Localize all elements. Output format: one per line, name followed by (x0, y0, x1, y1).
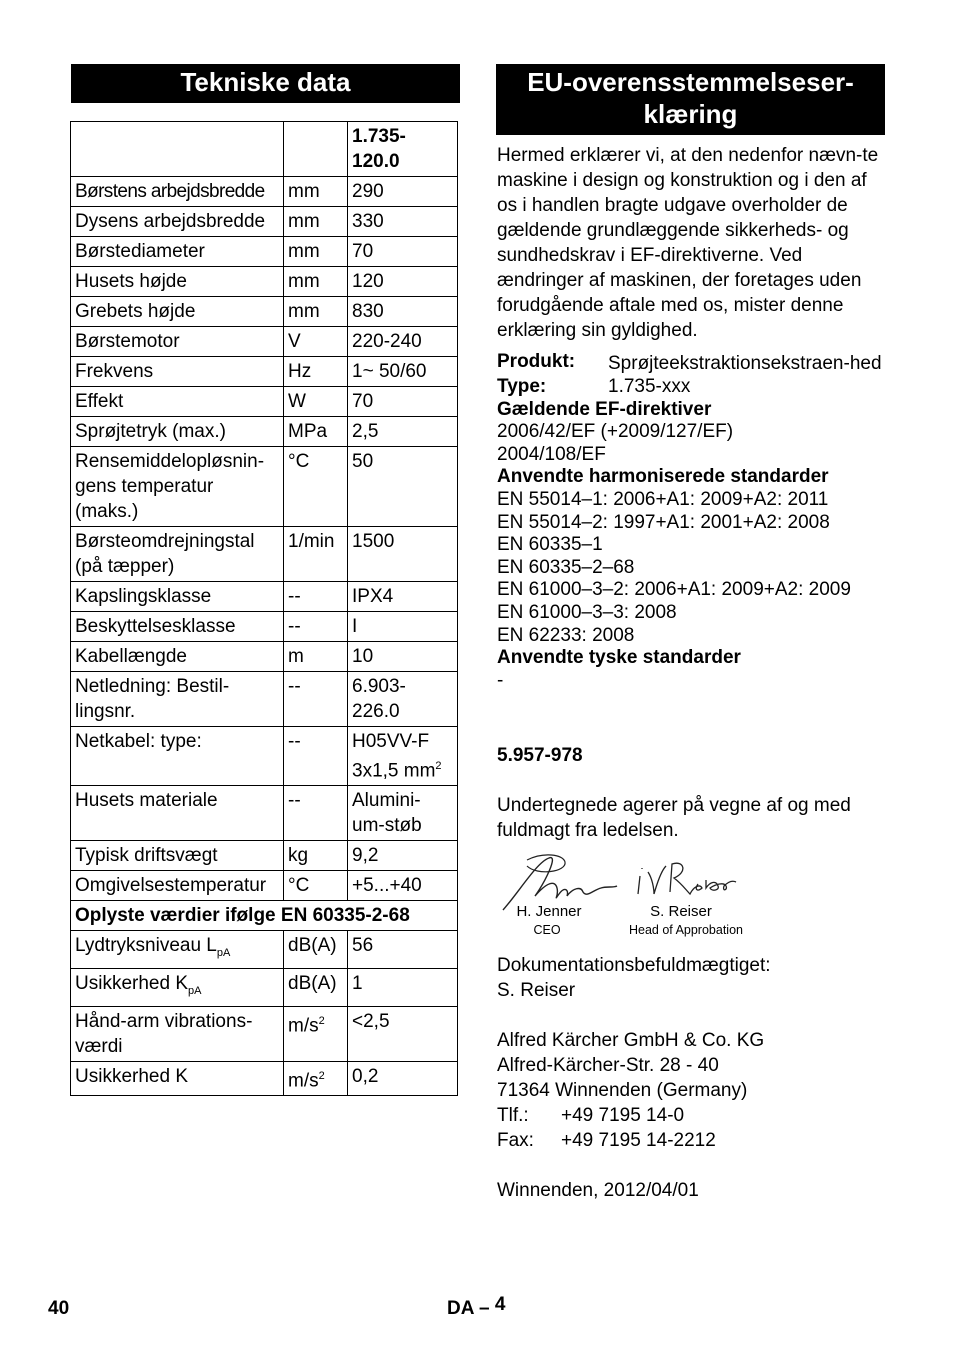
row-label: Frekvens (71, 357, 284, 387)
row-value (348, 267, 458, 297)
row-value (348, 447, 458, 527)
row-value (348, 642, 458, 672)
row-value-text: 50 (352, 451, 374, 472)
row-unit: -- (284, 672, 348, 727)
phone-line (497, 1103, 887, 1128)
harmonized-standards-title: Anvendte harmoniserede standarder (497, 466, 829, 488)
row-label (71, 1006, 284, 1061)
row-unit (284, 931, 348, 969)
company-name: Alfred Kärcher GmbH & Co. KG (497, 1030, 765, 1051)
german-standards-value: - (497, 669, 504, 691)
unit-superscript: 2 (318, 1069, 325, 1082)
table-row (71, 672, 458, 727)
heading-line-1: EU-overensstemmelseser- (527, 67, 854, 97)
product-row (497, 351, 887, 376)
german-standards-title: Anvendte tyske standarder (497, 647, 741, 669)
row-unit: -- (284, 582, 348, 612)
type-value: 1.735-xxx (608, 376, 691, 397)
table-row (71, 327, 458, 357)
table-row (71, 1061, 458, 1095)
directive-item: 2004/108/EF (497, 443, 606, 465)
label-subscript: pA (216, 947, 231, 960)
header-empty-cell (284, 122, 348, 177)
value-superscript: 2 (435, 760, 442, 772)
row-value (348, 672, 458, 727)
product-label: Produkt: (497, 351, 576, 372)
row-unit: mm (284, 207, 348, 237)
directives-title: Gældende EF-direktiver (497, 398, 712, 420)
row-value (348, 417, 458, 447)
row-value (348, 387, 458, 417)
row-label: Børstediameter (71, 237, 284, 267)
footer-section-page: 4 (494, 1294, 506, 1315)
place-date: Winnenden, 2012/04/01 (497, 1180, 699, 1201)
row-value-text: 2,5 (352, 421, 379, 442)
page-number: 40 (48, 1298, 70, 1319)
standard-item: EN 61000–3–2: 2006+A1: 2009+A2: 2009 (497, 579, 851, 601)
row-unit: mm (284, 267, 348, 297)
row-label-text: Hånd-arm vibrations-værdi (75, 1010, 253, 1057)
doc-rep-label: Dokumentationsbefuldmægtiget: (497, 955, 771, 976)
fax-line (497, 1128, 887, 1153)
row-unit: mm (284, 297, 348, 327)
row-unit: W (284, 387, 348, 417)
row-label: Børstens arbejdsbredde (71, 177, 284, 207)
standard-item: EN 61000–3–3: 2008 (497, 601, 677, 623)
row-unit (284, 969, 348, 1007)
standard-item: EN 60335–2–68 (497, 556, 635, 578)
row-label: Omgivelsestemperatur (71, 871, 284, 901)
row-value: <2,5 (348, 1006, 458, 1061)
signature-name-reiser: S. Reiser (650, 903, 712, 920)
row-value-text: 1~ 50/60 (352, 361, 427, 382)
row-value-text: 6.903-226.0 (352, 676, 406, 722)
row-label: Husets materiale (71, 786, 284, 841)
row-value (348, 527, 458, 582)
row-unit-text: dB(A) (288, 973, 337, 995)
table-row (71, 582, 458, 612)
row-label: Rensemiddelopløsnin-gens temperatur (maks.) (71, 447, 284, 527)
row-unit: Hz (284, 357, 348, 387)
row-label: Grebets højde (71, 297, 284, 327)
table-row (71, 207, 458, 237)
standard-item: EN 60335–1 (497, 534, 603, 556)
row-label: Effekt (71, 387, 284, 417)
row-label (71, 1061, 284, 1095)
table-row (71, 642, 458, 672)
row-unit-text: dB(A) (288, 935, 337, 957)
row-value (348, 786, 458, 841)
table-row (71, 871, 458, 901)
table-row (71, 931, 458, 969)
row-value-text: Alumini-um-støb (352, 790, 422, 837)
declaration-details (497, 351, 887, 692)
table-row (71, 612, 458, 642)
row-unit (284, 1061, 348, 1095)
section-title-row (71, 901, 458, 931)
row-value (348, 727, 458, 786)
table-row (71, 237, 458, 267)
row-label: Dysens arbejdsbredde (71, 207, 284, 237)
row-label (71, 931, 284, 969)
standard-item: EN 62233: 2008 (497, 624, 635, 646)
documentation-representative (497, 953, 887, 1003)
signature-name-jenner: H. Jenner (516, 903, 582, 920)
phone-value: +49 7195 14-0 (561, 1105, 685, 1126)
row-value (348, 582, 458, 612)
row-label: Kapslingsklasse (71, 582, 284, 612)
standard-item: EN 55014–2: 1997+A1: 2001+A2: 2008 (497, 511, 830, 533)
standard-item: EN 55014–1: 2006+A1: 2009+A2: 2011 (497, 488, 829, 510)
row-label: Børstemotor (71, 327, 284, 357)
directives-list (497, 421, 887, 466)
row-value: 0,2 (348, 1061, 458, 1095)
directive-item: 2006/42/EF (+2009/127/EF) (497, 421, 734, 443)
row-label-text: Usikkerhed K (75, 1065, 188, 1087)
company-address (497, 1028, 887, 1153)
row-value: 56 (348, 931, 458, 969)
company-street: Alfred-Kärcher-Str. 28 - 40 (497, 1055, 719, 1076)
document-number: 5.957-978 (497, 745, 583, 766)
row-value-text: 70 (352, 391, 374, 412)
row-unit: -- (284, 612, 348, 642)
row-value (348, 237, 458, 267)
footer-section-label: DA – (447, 1298, 490, 1319)
phone-label: Tlf.: (497, 1105, 529, 1126)
row-unit: m (284, 642, 348, 672)
row-unit: mm (284, 177, 348, 207)
row-label: Beskyttelsesklasse (71, 612, 284, 642)
row-label: Husets højde (71, 267, 284, 297)
row-value-text: +5...+40 (352, 875, 422, 897)
company-city: 71364 Winnenden (Germany) (497, 1080, 748, 1101)
model-number-header: 1.735-120.0 (348, 122, 458, 177)
row-label-text: Lydtryksniveau L (75, 935, 217, 957)
row-unit-text: m/s (288, 1015, 319, 1037)
table-row (71, 267, 458, 297)
row-value (348, 327, 458, 357)
table-row (71, 969, 458, 1007)
row-value (348, 357, 458, 387)
row-value-text: I (352, 616, 358, 637)
row-value-text: 1500 (352, 531, 395, 552)
doc-rep-name: S. Reiser (497, 980, 576, 1001)
row-value-text: 290 (352, 181, 384, 202)
row-unit: °C (284, 447, 348, 527)
row-value-text: 9,2 (352, 845, 379, 867)
harmonized-standards-list (497, 489, 887, 647)
row-value (348, 612, 458, 642)
signature-role-ceo: CEO (533, 923, 561, 937)
row-label: Kabellængde (71, 642, 284, 672)
table-header-row (71, 122, 458, 177)
row-unit (284, 1006, 348, 1061)
row-value-text: 70 (352, 241, 374, 262)
type-row (497, 376, 887, 399)
row-value-text: 330 (352, 211, 384, 232)
eu-declaration-heading (496, 64, 885, 135)
fax-value: +49 7195 14-2212 (561, 1130, 716, 1151)
row-label: Netkabel: type: (71, 727, 284, 786)
label-subscript: pA (188, 984, 202, 997)
signature-reiser (632, 858, 742, 904)
row-unit: mm (284, 237, 348, 267)
intro-paragraph: Hermed erklærer vi, at den nedenfor nævn-te maskine i design og konstruktion og i den af os i handlen bragte udgave overholder de gældende grundlæggende sikkerheds- og sundhedskrav i EF-direktiverne. Ved ændringer af maskinen, der foretages uden forudgående aftale med os, mister denne erklæring sin gyldighed. (497, 145, 879, 341)
row-value (348, 177, 458, 207)
table-row (71, 417, 458, 447)
table-row (71, 387, 458, 417)
undersigned-text: Undertegnede agerer på vegne af og med fuldmagt fra ledelsen. (497, 795, 851, 841)
row-unit: V (284, 327, 348, 357)
signature-role-approbation: Head of Approbation (629, 923, 743, 937)
fax-label: Fax: (497, 1130, 534, 1151)
row-unit: -- (284, 786, 348, 841)
row-label: Netledning: Bestil-lingsnr. (71, 672, 284, 727)
row-value (348, 207, 458, 237)
table-row (71, 447, 458, 527)
row-value (348, 871, 458, 901)
row-value (348, 297, 458, 327)
row-label (71, 969, 284, 1007)
row-value-text: 120 (352, 271, 384, 292)
row-unit: 1/min (284, 527, 348, 582)
table-row (71, 177, 458, 207)
row-value (348, 841, 458, 871)
row-value-text: H05VV-F 3x1,5 mm (352, 731, 436, 782)
row-unit-text: m/s (288, 1070, 319, 1092)
section-title: Oplyste værdier ifølge EN 60335-2-68 (71, 901, 458, 931)
footer-section (447, 1294, 506, 1320)
row-unit: -- (284, 727, 348, 786)
table-row (71, 841, 458, 871)
row-value-text: 220-240 (352, 331, 422, 352)
row-label: Børsteomdrejningstal (på tæpper) (71, 527, 284, 582)
row-value-text: IPX4 (352, 586, 394, 607)
type-label: Type: (497, 376, 547, 397)
table-row (71, 786, 458, 841)
row-value-text: 10 (352, 646, 374, 667)
table-row (71, 727, 458, 786)
heading-line-2: klæring (643, 99, 738, 129)
row-unit: MPa (284, 417, 348, 447)
technical-data-table (70, 121, 458, 1096)
table-row (71, 297, 458, 327)
row-label: Sprøjtetryk (max.) (71, 417, 284, 447)
row-label: Typisk driftsvægt (71, 841, 284, 871)
header-empty-cell (71, 122, 284, 177)
product-value: Sprøjteekstraktionsekstraen-hed (608, 353, 882, 374)
table-row (71, 527, 458, 582)
row-label-text: Usikkerhed K (75, 973, 188, 995)
row-unit: kg (284, 841, 348, 871)
table-row (71, 357, 458, 387)
row-value: 1 (348, 969, 458, 1007)
unit-superscript: 2 (318, 1014, 325, 1027)
technical-data-heading: Tekniske data (71, 64, 460, 103)
table-row (71, 1006, 458, 1061)
row-unit: °C (284, 871, 348, 901)
row-value-text: 830 (352, 301, 384, 322)
